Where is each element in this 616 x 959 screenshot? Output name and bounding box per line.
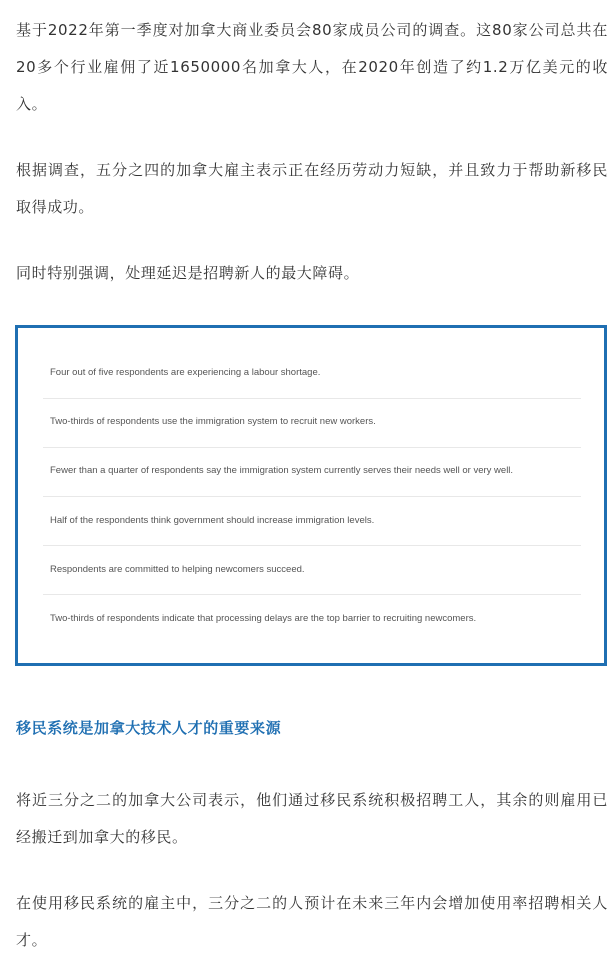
section-heading: 移民系统是加拿大技术人才的重要来源	[16, 719, 282, 737]
finding-text: Two-thirds of respondents indicate that processing delays are the top barrier to recruiting newcomers.	[50, 613, 477, 624]
finding-item	[43, 348, 581, 397]
finding-text: Two-thirds of respondents use the immigration system to recruit new workers.	[50, 416, 376, 427]
finding-text: Respondents are committed to helping newcomers succeed.	[50, 564, 305, 575]
finding-text: Fewer than a quarter of respondents say the immigration system currently serves their needs well or very well.	[50, 465, 514, 476]
finding-text: Four out of five respondents are experiencing a labour shortage.	[50, 367, 321, 378]
finding-item	[43, 446, 581, 495]
finding-item	[43, 594, 581, 643]
paragraph-survey-intro: 基于2022年第一季度对加拿大商业委员会80家成员公司的调查。这80家公司总共在20多个行业雇佣了近1650000名加拿大人，在2020年创造了约1.2万亿美元的收入。	[16, 21, 608, 113]
finding-item	[43, 397, 581, 446]
survey-findings-box	[15, 325, 607, 666]
paragraph-labour-shortage: 根据调查，五分之四的加拿大雇主表示正在经历劳动力短缺，并且致力于帮助新移民取得成功。	[16, 161, 608, 216]
finding-text: Half of the respondents think government should increase immigration levels.	[50, 515, 375, 526]
paragraph-processing-delays: 同时特别强调，处理延迟是招聘新人的最大障碍。	[16, 264, 360, 282]
finding-item	[43, 496, 581, 545]
finding-item	[43, 545, 581, 594]
paragraph-immigration-recruiting: 将近三分之二的加拿大公司表示，他们通过移民系统积极招聘工人，其余的则雇用已经搬迁到加拿大的移民。	[16, 791, 608, 846]
paragraph-future-usage: 在使用移民系统的雇主中，三分之二的人预计在未来三年内会增加使用率招聘相关人才。	[16, 894, 608, 949]
